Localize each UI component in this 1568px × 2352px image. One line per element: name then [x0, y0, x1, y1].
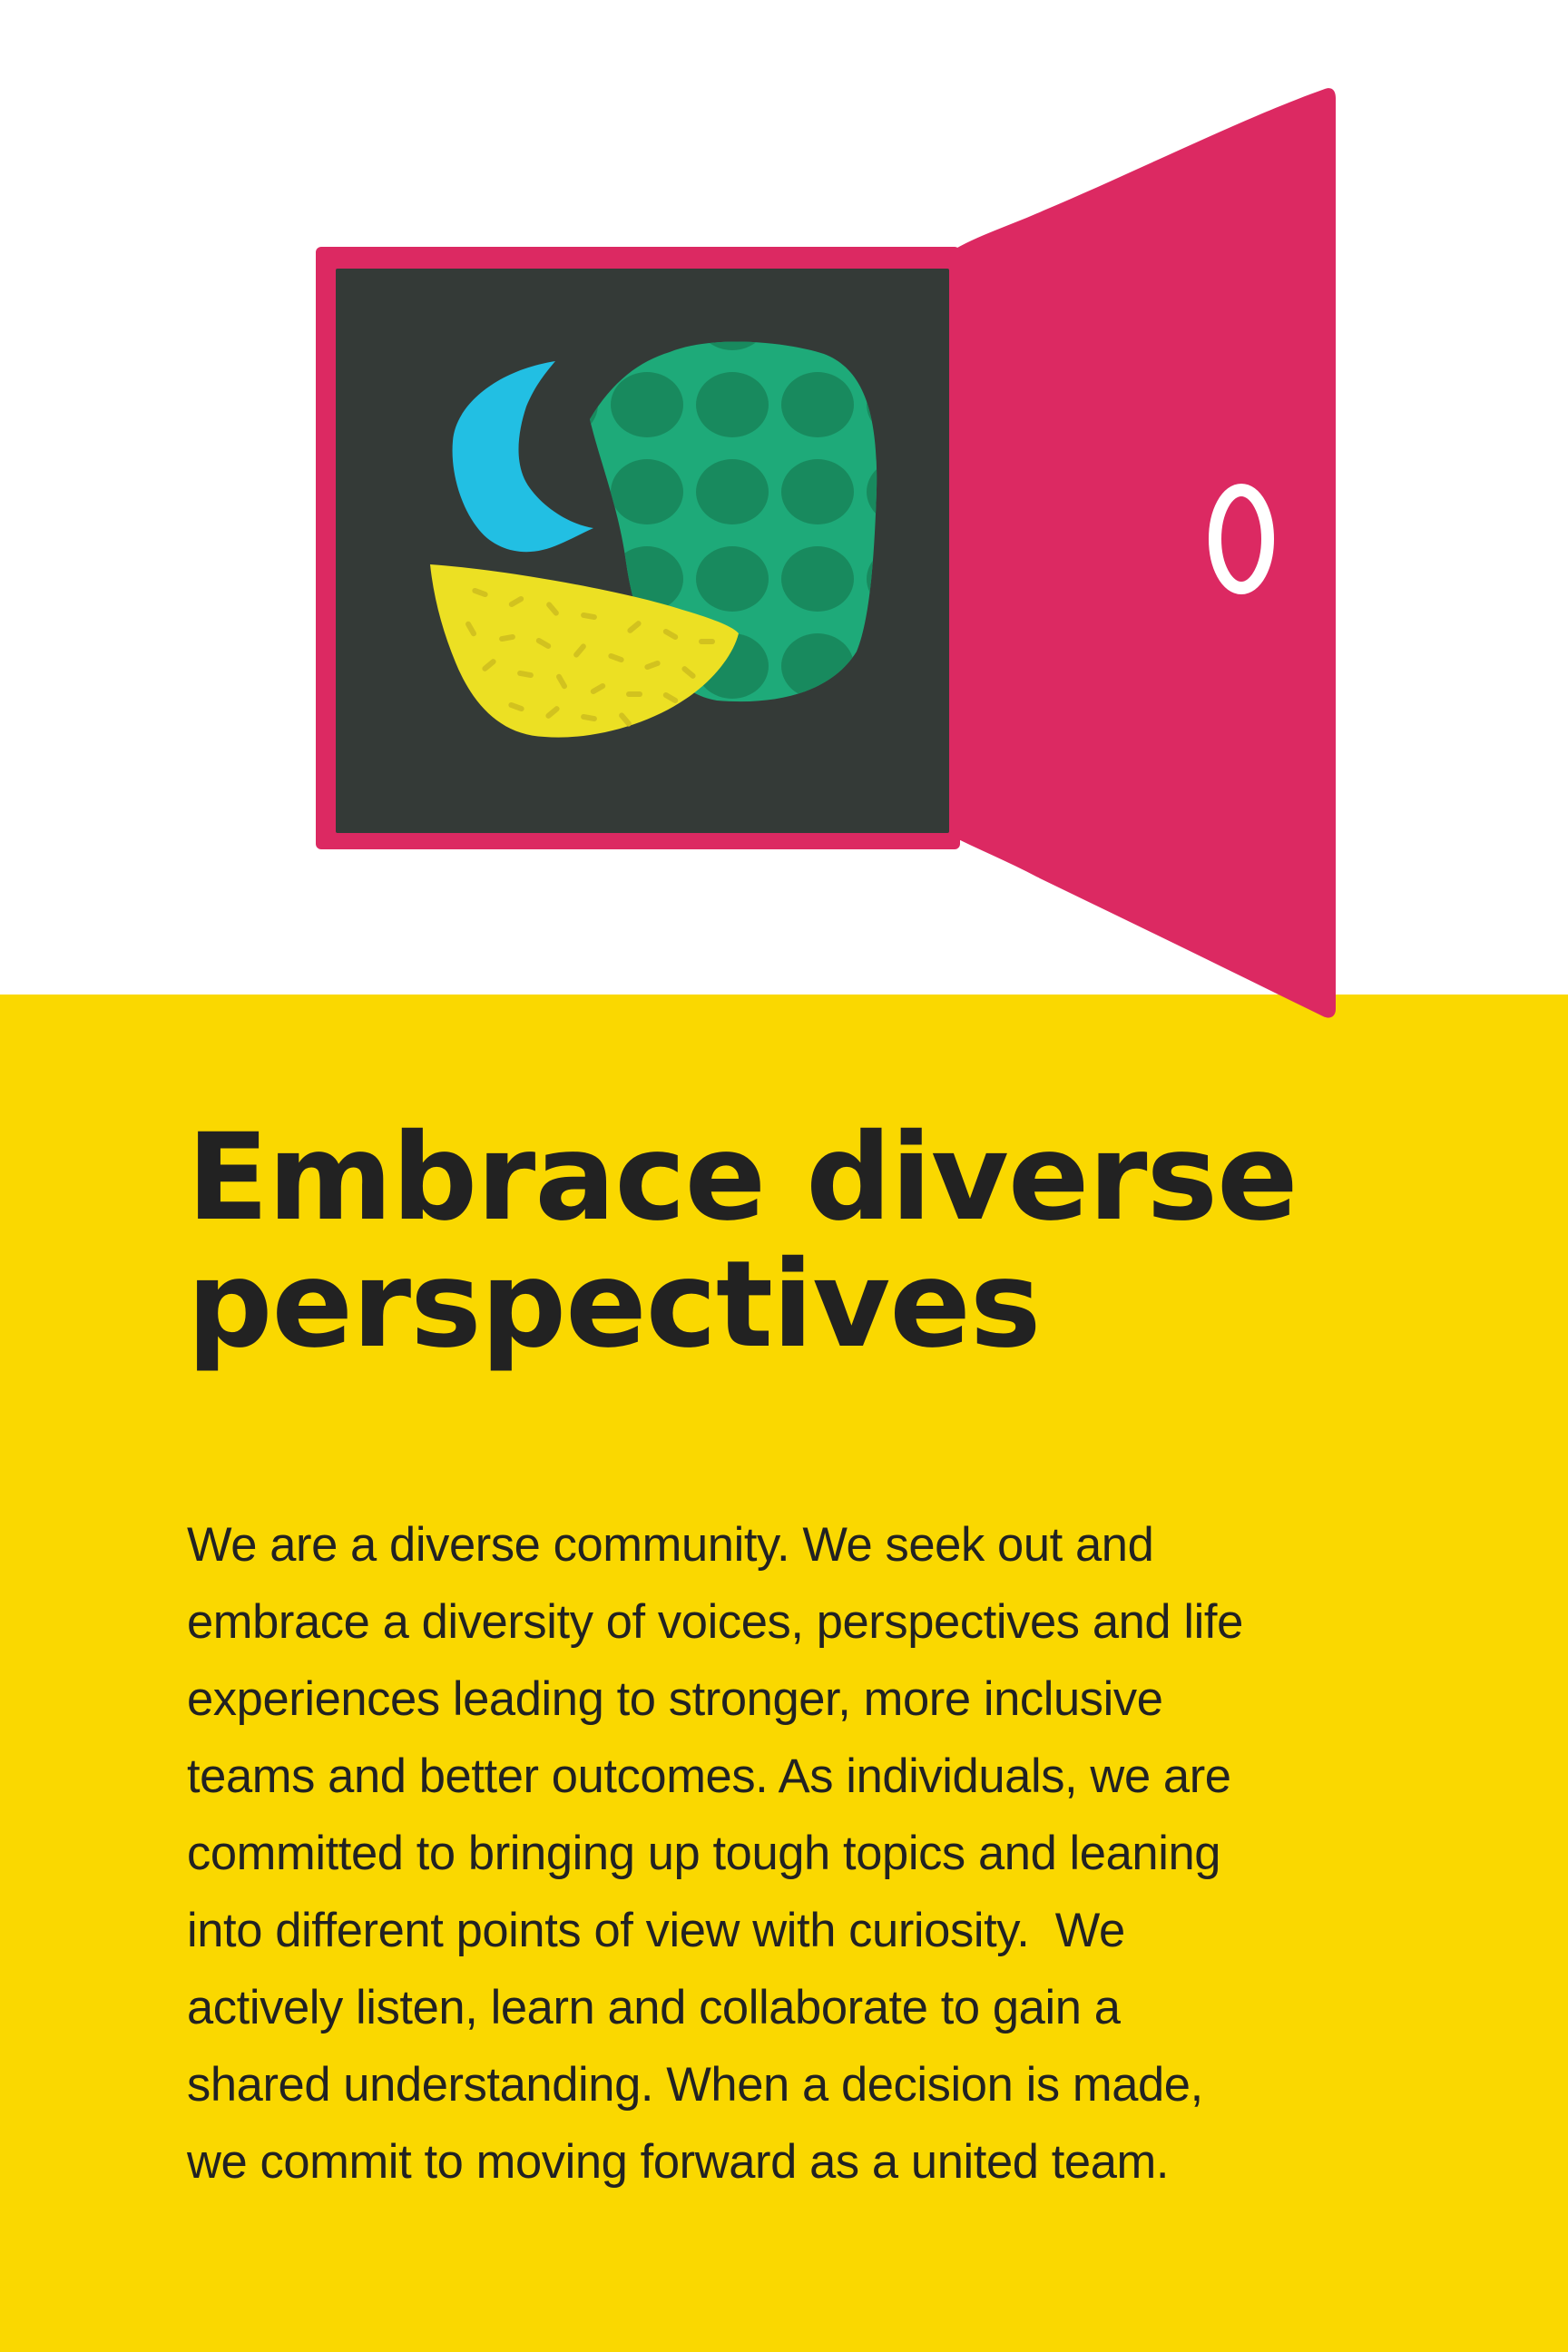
- texture-dash: [626, 691, 642, 697]
- body-paragraph: [187, 1506, 1439, 2200]
- title-line-2: perspectives: [187, 1235, 1041, 1375]
- body-line-4: teams and better outcomes. As individuals, we are: [187, 1749, 1231, 1803]
- body-line-8: shared understanding. When a decision is made,: [187, 2058, 1203, 2112]
- door-panel: [949, 88, 1336, 1017]
- body-line-5: committed to bringing up tough topics and leaning: [187, 1827, 1221, 1880]
- page-title: [187, 1108, 1439, 1375]
- body-line-1: We are a diverse community. We seek out and: [187, 1518, 1154, 1572]
- body-line-6: into different points of view with curiosity. We: [187, 1904, 1125, 1957]
- body-line-3: experiences leading to stronger, more inclusive: [187, 1672, 1163, 1726]
- body-line-9: we commit to moving forward as a united team.: [187, 2135, 1170, 2189]
- title-line-1: Embrace diverse: [187, 1108, 1298, 1248]
- body-line-7: actively listen, learn and collaborate to gain a: [187, 1981, 1121, 2034]
- body-line-2: embrace a diversity of voices, perspectives and life: [187, 1595, 1243, 1649]
- texture-dash: [699, 639, 715, 644]
- open-door-illustration: [0, 0, 1568, 1034]
